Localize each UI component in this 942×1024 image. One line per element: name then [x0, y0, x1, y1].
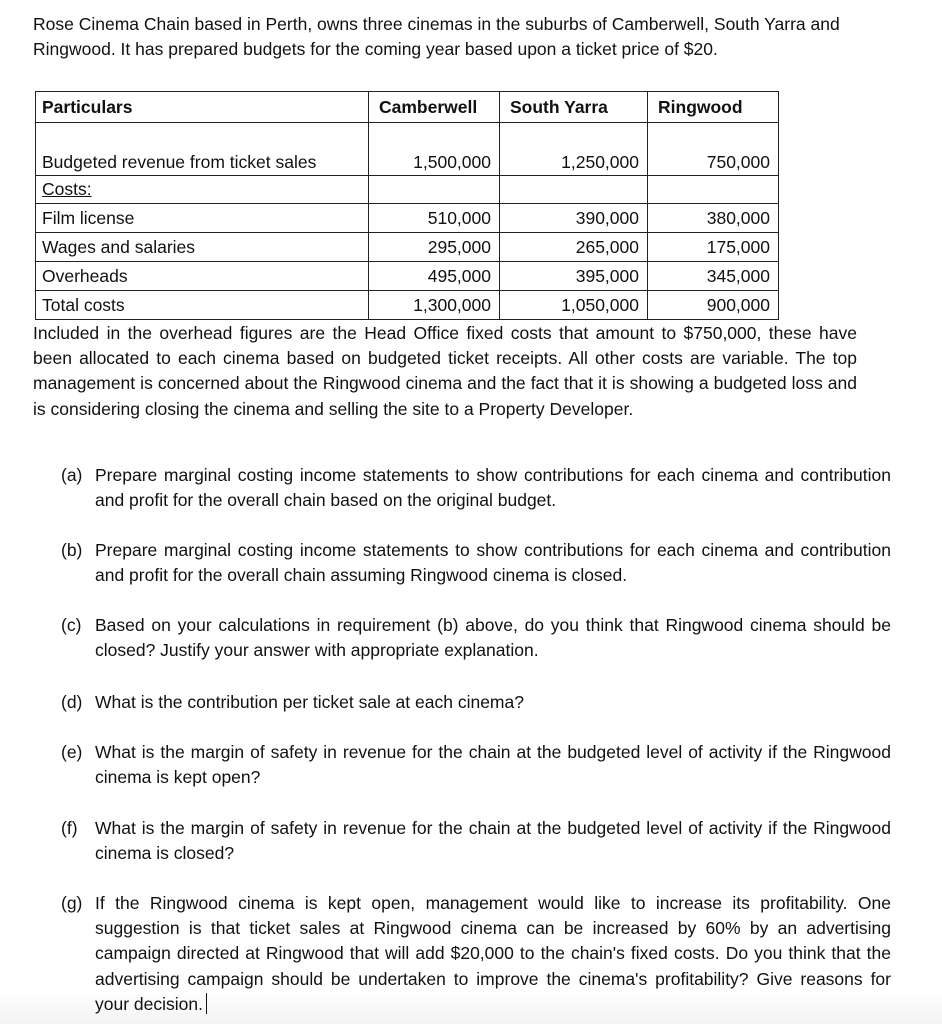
row-label: Budgeted revenue from ticket sales [36, 123, 369, 176]
cell-south-yarra: 1,250,000 [500, 123, 648, 176]
question-label: (e) [61, 742, 83, 762]
table-row [36, 204, 779, 233]
question-label: (b) [61, 540, 83, 560]
question-text: If the Ringwood cinema is kept open, management would like to increase its profitability. One suggestion is that ticket sales at Ringwood cinema can be increased by 60% by an advertising campaign directed at Ringwood that will add $20,000 to the chain's fixed costs. Do you think that the advertising campaign should be undertaken to improve the cinema's profitability? Give reasons for your decision. [95, 893, 891, 1014]
cell-camberwell: 495,000 [369, 262, 500, 291]
question-b [61, 538, 891, 588]
question-g [61, 891, 891, 1017]
table-header-row [36, 92, 779, 123]
question-text: What is the contribution per ticket sale at each cinema? [95, 692, 524, 712]
budget-table [35, 91, 779, 320]
question-d [61, 690, 891, 715]
cell-south-yarra: 390,000 [500, 204, 648, 233]
cell-ringwood: 750,000 [648, 123, 779, 176]
table-row [36, 233, 779, 262]
cell-south-yarra: 265,000 [500, 233, 648, 262]
question-label: (c) [61, 615, 82, 635]
cell-camberwell: 295,000 [369, 233, 500, 262]
question-text: Based on your calculations in requirement (b) above, do you think that Ringwood cinema should be closed? Justify your answer with appropriate explanation. [95, 615, 891, 661]
question-label: (d) [61, 692, 83, 712]
header-ringwood: Ringwood [648, 92, 779, 123]
row-label: Total costs [36, 291, 369, 320]
cell-ringwood: 380,000 [648, 204, 779, 233]
row-label: Wages and salaries [36, 233, 369, 262]
question-text: What is the margin of safety in revenue for the chain at the budgeted level of activity if the Ringwood cinema is closed? [95, 818, 891, 864]
cell-ringwood: 345,000 [648, 262, 779, 291]
question-label: (f) [61, 818, 78, 838]
table-row [36, 262, 779, 291]
table-row-costs-heading [36, 176, 779, 204]
cell-camberwell: 510,000 [369, 204, 500, 233]
row-label: Overheads [36, 262, 369, 291]
table-row-revenue [36, 123, 779, 176]
cell-camberwell: 1,500,000 [369, 123, 500, 176]
question-f [61, 816, 891, 866]
text-cursor [206, 993, 208, 1014]
cell-empty [369, 176, 500, 204]
question-label: (g) [61, 893, 83, 913]
question-label: (a) [61, 465, 83, 485]
question-e [61, 740, 891, 790]
cell-camberwell: 1,300,000 [369, 291, 500, 320]
header-particulars: Particulars [36, 92, 369, 123]
cell-south-yarra: 395,000 [500, 262, 648, 291]
question-text: Prepare marginal costing income statements to show contributions for each cinema and contribution and profit for the overall chain based on the original budget. [95, 465, 891, 511]
question-text: Prepare marginal costing income statements to show contributions for each cinema and contribution and profit for the overall chain assuming Ringwood cinema is closed. [95, 540, 891, 586]
cell-south-yarra: 1,050,000 [500, 291, 648, 320]
table-row-total [36, 291, 779, 320]
header-south-yarra: South Yarra [500, 92, 648, 123]
header-camberwell: Camberwell [369, 92, 500, 123]
row-label: Film license [36, 204, 369, 233]
question-a [61, 463, 891, 513]
cell-ringwood: 175,000 [648, 233, 779, 262]
question-c [61, 613, 891, 663]
cell-empty [500, 176, 648, 204]
intro-text: Rose Cinema Chain based in Perth, owns three cinemas in the suburbs of Camberwell, South Yarra and Ringwood. It has prepared budgets for the coming year based upon a ticket price of $20. [33, 14, 840, 59]
costs-heading: Costs: [42, 179, 92, 199]
row-label [36, 176, 369, 204]
cell-empty [648, 176, 779, 204]
cell-ringwood: 900,000 [648, 291, 779, 320]
question-text: What is the margin of safety in revenue for the chain at the budgeted level of activity if the Ringwood cinema is kept open? [95, 742, 891, 788]
context-paragraph: Included in the overhead figures are the Head Office fixed costs that amount to $750,000, these have been allocated to each cinema based on budgeted ticket receipts. All other costs are variable. The top management is concerned about the Ringwood cinema and the fact that it is showing a budgeted loss and is considering closing the cinema and selling the site to a Property Developer. [33, 323, 857, 419]
